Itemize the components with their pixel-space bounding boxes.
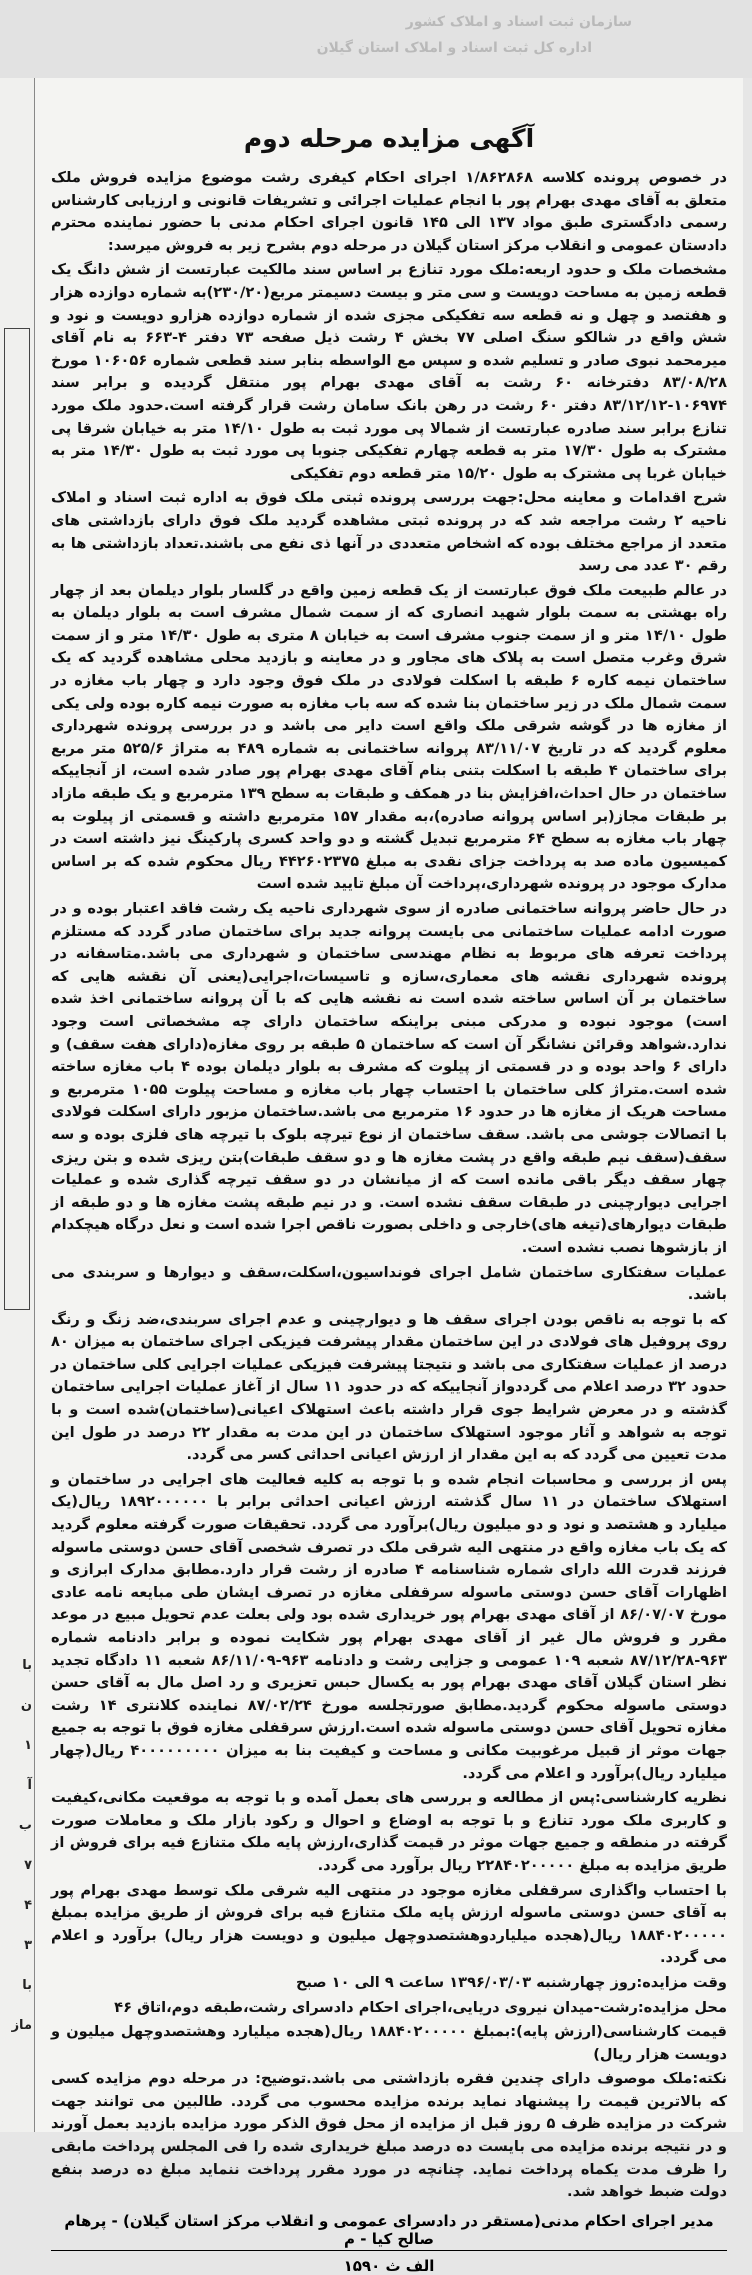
adjacent-fragment: آ bbox=[27, 1778, 32, 1793]
paragraph-property-specs: مشخصات ملک و حدود اربعه:ملک مورد تنازع بر اساس سند مالکیت عبارتست از شش دانگ یک قطعه زمین به مساحت دویست و سی متر و بیست دسیمتر مربع(۲۳۰/۲۰)به شماره دوازده هزار و هفتصد و چهل و نه قطعه سه تفکیکی مجزی شده از شماره دوازده هزارو دویست و نود و شش واقع در شالکو سنگ اصلی ۷۷ بخش ۴ رشت ذیل صفحه ۷۳ دفتر ۴-۶۶۳ به نام آقای میرمحمد نبوی صادر و تسلیم شده و سپس مع الواسطه بنابر سند قطعی شماره ۱۰۶۰۵۶ مورخ ۸۳/۰۸/۲۸ دفترخانه ۶۰ رشت به آقای مهدی بهرام پور منتقل گردیده و برابر سند ۱۰۶۹۷۴-۸۳/۱۲/۱۲ دفتر ۶۰ رشت در رهن بانک سامان رشت قرار گرفته است.حدود ملک مورد تنازع برابر سند صادره عبارتست از شمالا پی مورد ثبت به طول ۱۴/۱۰ متر به خیابان شرقا پی مشترک به طول ۱۷/۳۰ متر به قطعه چهارم تفکیکی جنوبا پی مورد ثبت به طول ۱۴/۳۰ متر به خیابان غربا پی مشترک به طول ۱۵/۲۰ متر قطعه دوم تفکیکی bbox=[51, 261, 728, 482]
paragraph-base-price: قیمت کارشناسی(ارزش پایه):بمبلغ ۱۸۸۴۰۲۰۰۰۰۰ ریال(هجده میلیارد وهشتصدوچهل میلیون و دویست هزار ریال) bbox=[51, 2023, 727, 2063]
paragraph-structural-works: عملیات سفتکاری ساختمان شامل اجرای فونداسیون،اسکلت،سقف و دیوارها و سربندی می باشد. bbox=[51, 1263, 727, 1304]
adjacent-fragment: ن bbox=[20, 1698, 32, 1713]
paragraph-auction-time: وقت مزایده:روز چهارشنبه ۱۳۹۶/۰۳/۰۳ ساعت ۹ الی ۱۰ صبح bbox=[295, 1973, 727, 1991]
signature-text: مدیر اجرای احکام مدنی(مستقر در دادسرای عمومی و انقلاب مرکز استان گیلان) - پرهام صالح کیا - م bbox=[51, 2212, 727, 2251]
paragraph-permit-status: در حال حاضر پروانه ساختمانی صادره از سوی شهرداری ناحیه یک رشت فاقد اعتبار بوده و در صورت ادامه عملیات ساختمانی می بایست پروانه جدید برای ساختمان صادر گردد که مستلزم پرداخت تعرفه های مربوط به نظام مهندسی ساختمان و شهرداری می باشد.متاسفانه در پرونده شهرداری نقشه های معماری،سازه و تاسیسات،اجرایی(یعنی آن نقشه هایی که ساختمان بر آن اساس ساخته شده است نه نقشه هایی که با آن پروانه ساختمانی اخذ شده است) موجود نبوده و مدرکی مبنی براینکه ساختمان دارای چه مشخصاتی است وجود ندارد.شواهد وقرائن نشانگر آن است که ساختمان ۵ طبقه بر روی مغازه(دارای هفت سقف) و دارای ۶ واحد بوده و در قسمتی از پیلوت که مشرف به بلوار دیلمان بوده ۴ باب مغازه ساخته شده است.متراژ کلی ساختمان با احتساب چهار باب مغازه و مساحت پیلوت ۱۰۵۵ مترمربع و مساحت هریک از مغازه ها در حدود ۱۶ مترمربع می باشد.ساختمان مزبور دارای اسکلت فولادی با اتصالات جوشی می باشد. سقف ساختمان از نوع تیرچه بلوک با تیرچه های فلزی بوده و سه سقف(سقف نیم طبقه واقع در پشت مغازه ها و دو سقف طبقات)بتن ریزی شده و بتن ریزی چهار سقف دیگر باقی مانده است که از میانشان در دو سقف تیرچه گذاری شده و عملیات اجرایی دیوارچینی در طبقات سقف نشده است. و در نیم طبقه پشت مغازه ها و دو طبقه از طبقات دیوارهای(تیغه های)خارجی و داخلی بصورت ناقص اجرا شده است و نعل درگاه هیچکدام از بازشوها نصب نشده است. bbox=[50, 900, 727, 1256]
adjacent-fragment: با bbox=[22, 1978, 32, 1993]
adjacent-fragment: ۷ bbox=[24, 1858, 32, 1873]
paragraph-auction-location: محل مزایده:رشت-میدان نیروی دریایی،اجرای احکام دادسرای رشت،طبقه دوم،اتاق ۴۶ bbox=[114, 1998, 727, 2016]
paragraph-valuation: پس از بررسی و محاسبات انجام شده و با توجه به کلیه فعالیت های اجرایی در ساختمان و استهلاک ساختمان در ۱۱ سال گذشته ارزش اعیانی احداثی برابر با ۱۸۹۲۰۰۰۰۰۰ ریال(یک میلیارد و هشتصد و نود و دو میلیون ریال)برآورد می گردد. تحقیقات صورت گرفته معلوم گردید که یک باب مغازه واقع در منتهی الیه شرقی ملک در تصرف شخصی آقای حسن دوستی ماسوله فرزند قدرت الله دارای شماره شناسنامه ۴ صادره از رشت قرار دارد.مطابق مدارک ابرازی و اظهارات آقای حسن دوستی ماسوله سرقفلی مغازه در تصرف ایشان طی مبایعه نامه عادی مورخ ۸۶/۰۷/۰۷ از آقای مهدی بهرام پور خریداری شده بود ولی بعلت عدم تحویل مبیع در موعد مقرر و فروش مال غیر از آقای مهدی بهرام پور شکایت نموده و برابر دادنامه شماره ۹۶۳-۸۷/۱۲/۲۸ شعبه ۱۰۹ عمومی و جزایی رشت و دادنامه ۹۶۳-۸۶/۱۱/۰۹ شعبه ۱۱ دادگاه تجدید نظر استان گیلان آقای مهدی بهرام پور به یکسال حبس تعزیری و رد اصل مال به آقای حسن دوستی ماسوله محکوم گردید.مطابق صورتجلسه مورخ ۸۷/۰۲/۲۴ نماینده کلانتری ۱۴ رشت مغازه تحویل آقای حسن دوستی ماسوله شده است.ارزش سرقفلی مغازه فوق با توجه به جمیع جهات موثر از قبیل مرغوبیت مکانی و مساحت و کیفیت بنا به میزان ۴۰۰۰۰۰۰۰۰۰ ریال(چهار میلیارد ریال)برآورد و اعلام می گردد. bbox=[51, 1470, 728, 1782]
adjacent-fragment: با bbox=[22, 1658, 32, 1673]
paragraph-inspection: شرح اقدامات و معاینه محل:جهت بررسی پرونده ثبتی ملک فوق به اداره ثبت اسناد و املاک ناحیه ۲ رشت مراجعه شد که در پرونده ثبتی مشاهده گردید ملک فوق دارای بازداشتی های متعدد از مراجع مختلف بوده که اشخاص متعددی در آنها ذی نفع می باشند.تعداد بازداشتی ها به رقم ۳۰ عدد می رسد bbox=[51, 489, 727, 575]
adjacent-fragment: ماز bbox=[11, 2018, 32, 2033]
adjacent-column bbox=[0, 78, 34, 2132]
adjacent-fragment: ب bbox=[18, 1818, 32, 1833]
paragraph-progress: که با توجه به ناقص بودن اجرای سقف ها و دیوارچینی و عدم اجرای سربندی،ضد زنگ و رنگ روی پروفیل های فولادی در این ساختمان مقدار پیشرفت فیزیکی اجرای ساختمان به میزان ۸۰ درصد از عملیات سفتکاری می باشد و نتیجتا پیشرفت فیزیکی عملیات اجرایی کلی ساختمان در حدود ۳۲ درصد اعلام می گرددواز آنجاییکه که در حدود ۱۱ سال از آغاز عملیات اجرایی ساختمان گذشته و در معرض شرایط جوی قرار داشته باعث استهلاک اعیانی(ساختمان)شده است و با توجه به شواهد و آثار موجود استهلاک ساختمان در این مدت به مقدار ۲۲ درصد در طول این مدت تعیین می گردد که به این مقدار از ارزش اعیانی احداثی کسر می گردد. bbox=[51, 1310, 728, 1464]
bleed-text-1: سازمان ثبت اسناد و املاک کشور bbox=[405, 14, 632, 30]
paragraph-terms: نکته:ملک موصوف دارای چندین فقره بازداشتی می باشد.توضیح: در مرحله دوم مزایده کسی که بالاترین قیمت را پیشنهاد نماید برنده مزایده محسوب می گردد. طالبین می توانند جهت شرکت در مزایده ظرف ۵ روز قبل از مزایده از محل فوق الذکر مورد مزایده بازدید بعمل آورند و در نتیجه برنده مزایده می بایست ده درصد مبلغ خریداری شده را فی المجلس پرداخت مابقی را ظرف مدت یکماه پرداخت نماید. چنانچه در مورد مقرر پرداخت ننماید مبلغ ده درصد بنفع دولت ضبط خواهد شد. bbox=[51, 2070, 727, 2201]
notice-title: آگهی مزایده مرحله دوم bbox=[243, 124, 535, 153]
paragraph-final-value: با احتساب واگذاری سرقفلی مغازه موجود در منتهی الیه شرقی ملک توسط مهدی بهرام پور به آقای حسن دوستی ماسوله ارزش پایه ملک متنازع فیه برای فروش از طریق مزایده بمبلغ ۱۸۸۴۰۲۰۰۰۰۰ ریال(هجده میلیاردوهشتصدوچهل میلیون و دویست هزار ریال) برآورد و اعلام می گردد. bbox=[51, 1881, 727, 1967]
bleed-text-2: اداره کل ثبت اسناد و املاک استان گیلان bbox=[316, 40, 592, 56]
paragraph-intro: در خصوص پرونده کلاسه ۱/۸۶۲۸۶۸ اجرای احکام کیفری رشت موضوع مزایده فروش ملک متعلق به آقای مهدی بهرام پور با انجام عملیات اجرائی و تشریفات قانونی و ارزیابی کارشناس رسمی دادگستری طبق مواد ۱۳۷ الی ۱۴۵ قانون اجرای احکام مدنی با حضور نماینده محترم دادستان عمومی و انقلاب مرکز استان گیلان در مرحله دوم بشرح زیر به فروش میرسد: bbox=[51, 169, 727, 254]
adjacent-column-rule bbox=[4, 328, 30, 1310]
paragraph-expert-opinion: نظریه کارشناسی:پس از مطالعه و بررسی های بعمل آمده و با توجه به موقعیت مکانی،کیفیت و کاربری ملک مورد تنازع و با توجه به اوضاع و احوال و رکود بازار ملک و معاملات صورت گرفته در منطقه و جمیع جهات موثر در قیمت گذاری،ارزش پایه ملک متنازع فیه برای فروش از طریق مزایده به مبلغ ۲۲۸۴۰۲۰۰۰۰۰ ریال برآورد می گردد. bbox=[51, 1789, 727, 1874]
paragraph-site-description: در عالم طبیعت ملک فوق عبارتست از یک قطعه زمین واقع در گلسار بلوار دیلمان بعد از چهار راه بهشتی به سمت بلوار شهید انصاری که از سمت شمال مشرف است به بلوار دیلمان به طول ۱۴/۱۰ متر و از سمت جنوب مشرف است به خیابان ۸ متری به طول ۱۴/۳۰ متر و از سمت شرق وغرب متصل است به پلاک های مجاور و در معاینه و بازدید محلی مشاهده گردید که یک ساختمان نیمه کاره ۶ طبقه با اسکلت فولادی در ملک فوق وجود دارد و چهار باب مغازه در سمت شمال ملک در زیر ساختمان بنا شده که سه باب مغازه به صورت نیمه کاره بوده ولی یکی از مغازه ها در گوشه شرقی ملک واقع است دایر می باشد و در بررسی پرونده شهرداری معلوم گردید که در تاریخ ۸۳/۱۱/۰۷ پروانه ساختمانی به شماره ۴۸۹ به متراژ ۵۲۵/۶ متر مربع برای ساختمان ۴ طبقه با اسکلت بتنی بنام آقای مهدی بهرام پور صادر شده است، از آنجاییکه ساختمان در حال احداث،افزایش بنا در همکف و طبقات به سطح ۱۳۹ مترمربع و یک طبقه مازاد بر طبقات مجاز(بر اساس پروانه صادره)،به مقدار ۱۵۷ مترمربع داشته و قسمتی از پیلوت به چهار باب مغازه به سطح ۶۴ مترمربع تبدیل گشته و دو واحد کسری پارکینگ نیز داشته است در کمیسیون ماده صد به پرداخت جزای نقدی به مبلغ ۴۴۲۶۰۲۳۷۵ ریال محکوم شده که بر اساس مدارک موجود در پرونده شهرداری،پرداخت آن مبلغ تایید شده است bbox=[51, 581, 728, 893]
header-bleed-area bbox=[0, 0, 752, 78]
adjacent-fragment: ۴ bbox=[24, 1898, 32, 1913]
notice-code: الف ث ۱۵۹۰ bbox=[343, 2256, 435, 2275]
adjacent-fragment: ۱ bbox=[24, 1738, 32, 1753]
notice-clipping bbox=[34, 78, 743, 2275]
signature-block bbox=[35, 2212, 743, 2251]
notice-body bbox=[35, 167, 743, 2204]
adjacent-fragment: ۳ bbox=[24, 1938, 32, 1953]
